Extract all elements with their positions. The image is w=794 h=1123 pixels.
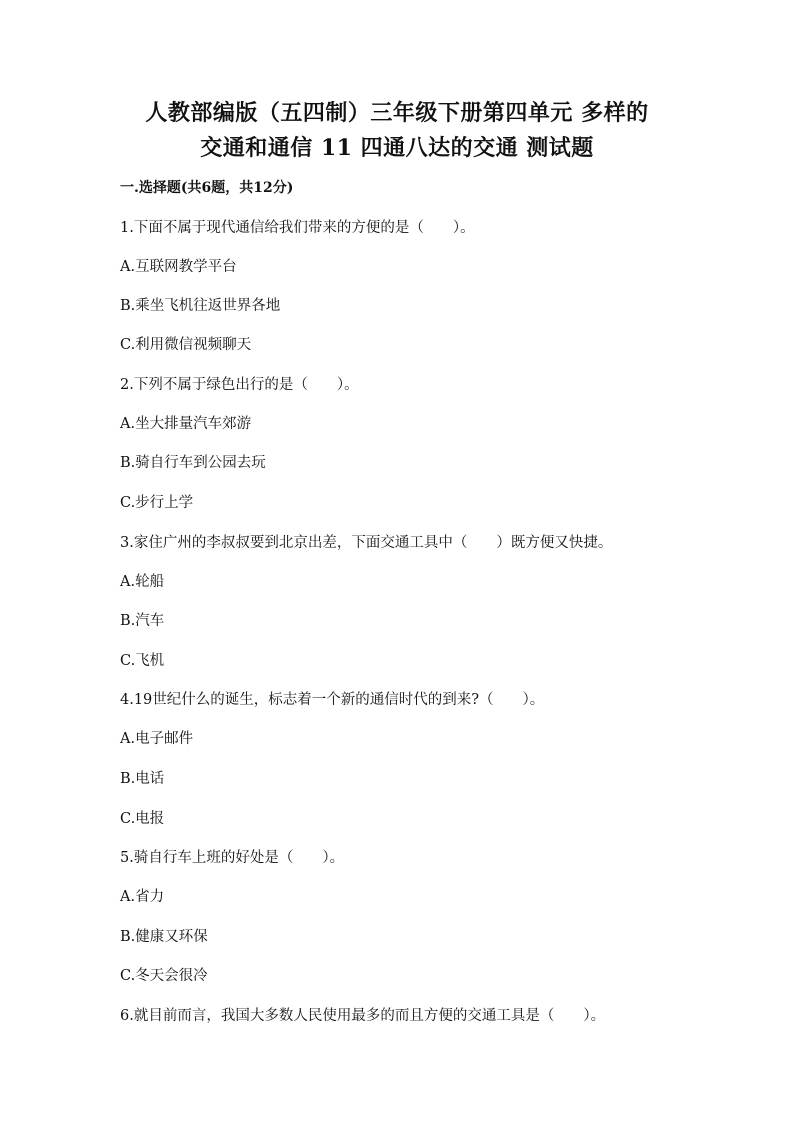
question-4-option-b: B.电话 [120, 771, 165, 787]
question-2-stem: 2.下列不属于绿色出行的是（ ）。 [120, 377, 359, 393]
question-2-option-a: A.坐大排量汽车郊游 [120, 416, 252, 432]
question-3-option-b: B.汽车 [120, 613, 165, 629]
section-heading: 一.选择题(共6题，共12分) [120, 180, 294, 196]
question-5-stem: 5.骑自行车上班的好处是（ ）。 [120, 850, 345, 866]
question-1-stem: 1.下面不属于现代通信给我们带来的方便的是（ ）。 [120, 220, 475, 236]
question-4-option-c: C.电报 [120, 811, 165, 827]
question-1-option-c: C.利用微信视频聊天 [120, 337, 252, 353]
question-2-option-c: C.步行上学 [120, 495, 194, 511]
question-1-option-a: A.互联网教学平台 [120, 259, 237, 275]
document-title-line-1: 人教部编版（五四制）三年级下册第四单元 多样的 [145, 100, 649, 126]
question-5-option-c: C.冬天会很冷 [120, 968, 208, 984]
question-3-option-c: C.飞机 [120, 653, 165, 669]
document-title-line-2: 交通和通信 11 四通八达的交通 测试题 [200, 135, 594, 161]
question-4-option-a: A.电子邮件 [120, 731, 194, 747]
question-3-stem: 3.家住广州的李叔叔要到北京出差，下面交通工具中（ ）既方便又快捷。 [120, 535, 613, 551]
question-5-option-a: A.省力 [120, 889, 165, 905]
question-1-option-b: B.乘坐飞机往返世界各地 [120, 298, 281, 314]
question-6-stem: 6.就目前而言，我国大多数人民使用最多的而且方便的交通工具是（ ）。 [120, 1008, 606, 1024]
question-2-option-b: B.骑自行车到公园去玩 [120, 455, 266, 471]
question-4-stem: 4.19世纪什么的诞生，标志着一个新的通信时代的到来?（ ）。 [120, 692, 545, 708]
question-3-option-a: A.轮船 [120, 574, 165, 590]
question-5-option-b: B.健康又环保 [120, 929, 208, 945]
